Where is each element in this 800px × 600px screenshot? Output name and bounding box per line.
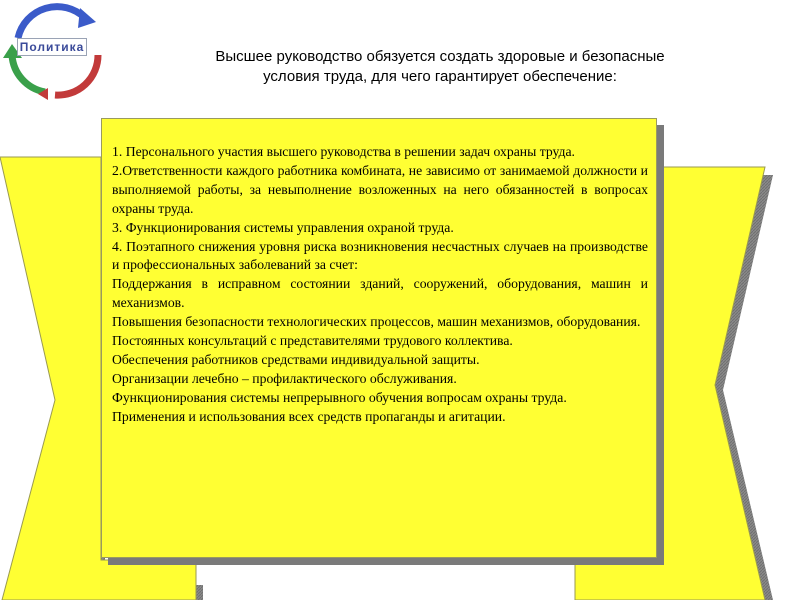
list-item: 4. Поэтапного снижения уровня риска возникновения несчастных случаев на производстве и профессиональных заболеваний за счет: xyxy=(112,238,648,273)
list-item: 1. Персонального участия высшего руководства в решении задач охраны труда. xyxy=(112,144,575,159)
page-heading xyxy=(150,47,730,87)
list-item: Функционирования системы непрерывного обучения вопросам охраны труда. xyxy=(112,389,567,405)
list-item: 2.Ответственности каждого работника комбината, не зависимо от занимаемой должности и выполняемой работы, за невыполнение возложенных на него обязанностей в вопросах охраны труда. xyxy=(112,162,648,216)
list-item: Применения и использования всех средств пропаганды и агитации. xyxy=(112,408,506,424)
list-item: 3. Функционирования системы управления охраной труда. xyxy=(112,219,454,235)
list-item: Организации лечебно – профилактического обслуживания. xyxy=(112,370,457,386)
logo-label: Политика xyxy=(17,38,87,56)
heading-line-2: условия труда, для чего гарантирует обеспечение: xyxy=(263,68,617,85)
list-item: Постоянных консультаций с представителями трудового коллектива. xyxy=(112,333,513,349)
commitments-list xyxy=(112,143,648,427)
list-item: Повышения безопасности технологических процессов, машин механизмов, оборудования. xyxy=(112,314,641,330)
list-item: Обеспечения работников средствами индивидуальной защиты. xyxy=(112,351,480,367)
heading-line-1: Высшее руководство обязуется создать здоровые и безопасные xyxy=(215,48,665,65)
list-item: Поддержания в исправном состоянии зданий, сооружений, оборудования, машин и механизмов. xyxy=(112,276,648,311)
content-panel xyxy=(101,118,657,558)
